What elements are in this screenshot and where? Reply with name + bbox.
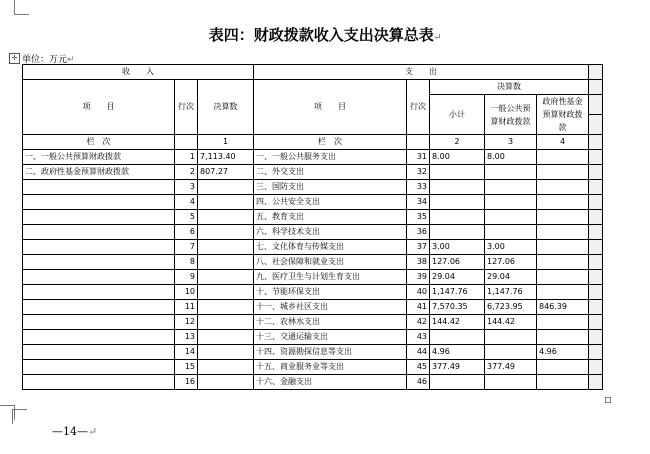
- expense-item-cell: 十、节能环保支出: [254, 285, 407, 300]
- income-amount-cell: [198, 240, 254, 255]
- income-line-cell: 13: [175, 330, 198, 345]
- expense-general-cell: 377.49: [485, 360, 537, 375]
- expense-line-header: 行次: [407, 80, 430, 135]
- row-end-cell: [589, 315, 603, 330]
- expense-fund-cell: [537, 375, 589, 390]
- gov-fund-header: 政府性基金预算财政拨款: [537, 95, 589, 135]
- expense-fund-cell: [537, 240, 589, 255]
- expense-fund-cell: [537, 360, 589, 375]
- income-line-cell: 11: [175, 300, 198, 315]
- row-end-cell: [589, 95, 603, 115]
- expense-fund-cell: 846.39: [537, 300, 589, 315]
- expense-line-cell: 43: [407, 330, 430, 345]
- income-amount-cell: [198, 255, 254, 270]
- income-line-cell: 9: [175, 270, 198, 285]
- table-row: [23, 150, 603, 165]
- expense-line-cell: 40: [407, 285, 430, 300]
- expense-item-cell: 十二、农林水支出: [254, 315, 407, 330]
- expense-subtotal-cell: 3.00: [430, 240, 485, 255]
- income-amount-cell: [198, 375, 254, 390]
- expense-item-header: 项 目: [254, 80, 407, 135]
- general-budget-header: 一般公共预算财政拨款: [485, 95, 537, 135]
- income-line-cell: 12: [175, 315, 198, 330]
- table-move-handle-icon[interactable]: ✛: [9, 53, 20, 64]
- row-end-cell: [589, 80, 603, 95]
- row-end-cell: [589, 225, 603, 240]
- income-item-cell: 二、政府性基金预算财政拨款: [23, 165, 175, 180]
- income-amount-header: 决算数: [198, 80, 254, 135]
- income-amount-cell: [198, 210, 254, 225]
- income-item-cell: [23, 255, 175, 270]
- table-row: [23, 180, 603, 195]
- expense-fund-cell: [537, 165, 589, 180]
- expense-line-cell: 39: [407, 270, 430, 285]
- expense-item-cell: 十六、金融支出: [254, 375, 407, 390]
- expense-item-cell: 十五、商业服务业等支出: [254, 360, 407, 375]
- row-end-cell: [589, 285, 603, 300]
- income-line-cell: 1: [175, 150, 198, 165]
- expense-subtotal-cell: 4.96: [430, 345, 485, 360]
- row-end-cell: [589, 345, 603, 360]
- table-resize-handle-icon[interactable]: [605, 397, 611, 403]
- income-amount-cell: [198, 270, 254, 285]
- expense-item-cell: 九、医疗卫生与计划生育支出: [254, 270, 407, 285]
- expense-item-cell: 三、国防支出: [254, 180, 407, 195]
- income-line-header: 行次: [175, 80, 198, 135]
- row-end-cell: [589, 330, 603, 345]
- income-amount-cell: [198, 345, 254, 360]
- expense-general-cell: [485, 180, 537, 195]
- expense-item-cell: 八、社会保障和就业支出: [254, 255, 407, 270]
- expense-subtotal-cell: [430, 165, 485, 180]
- expense-line-cell: 38: [407, 255, 430, 270]
- expense-general-cell: [485, 330, 537, 345]
- expense-subtotal-cell: 1,147.76: [430, 285, 485, 300]
- table-row: [23, 375, 603, 390]
- expense-subtotal-cell: [430, 375, 485, 390]
- expense-subtotal-cell: 127.06: [430, 255, 485, 270]
- corner-mark-bottom-left-2: [12, 409, 27, 424]
- table-row: [23, 300, 603, 315]
- expense-subtotal-cell: [430, 225, 485, 240]
- income-line-cell: 10: [175, 285, 198, 300]
- expense-general-cell: [485, 210, 537, 225]
- row-end-cell: [589, 135, 603, 150]
- expense-fund-cell: [537, 315, 589, 330]
- page-title: 表四：财政拨款收入支出决算总表↵: [208, 26, 442, 44]
- expense-line-cell: 44: [407, 345, 430, 360]
- expense-general-cell: [485, 375, 537, 390]
- row-end-cell: [589, 165, 603, 180]
- income-line-cell: 6: [175, 225, 198, 240]
- expense-subtotal-cell: 8.00: [430, 150, 485, 165]
- row-end-cell: [589, 240, 603, 255]
- income-amount-cell: [198, 330, 254, 345]
- table-row: [23, 285, 603, 300]
- income-item-cell: 一、一般公共预算财政拨款: [23, 150, 175, 165]
- expense-line-cell: 42: [407, 315, 430, 330]
- income-item-cell: [23, 180, 175, 195]
- expense-line-cell: 46: [407, 375, 430, 390]
- expense-item-cell: 四、公共安全支出: [254, 195, 407, 210]
- income-col-label: 栏 次: [23, 135, 175, 150]
- expense-general-cell: 1,147.76: [485, 285, 537, 300]
- table-row: [23, 315, 603, 330]
- expense-line-cell: 45: [407, 360, 430, 375]
- table-row: [23, 360, 603, 375]
- corner-mark-top-left: [14, 0, 29, 15]
- table-row: [23, 210, 603, 225]
- income-line-cell: 8: [175, 255, 198, 270]
- table-row: [23, 345, 603, 360]
- expense-item-cell: 十一、城乡社区支出: [254, 300, 407, 315]
- income-line-cell: 7: [175, 240, 198, 255]
- income-amount-cell: [198, 195, 254, 210]
- expense-subtotal-cell: 144.42: [430, 315, 485, 330]
- income-item-cell: [23, 225, 175, 240]
- page-number: —14—↵: [52, 425, 98, 438]
- expense-subtotal-cell: [430, 330, 485, 345]
- expense-subtotal-cell: [430, 180, 485, 195]
- expense-header: 支 出: [254, 65, 589, 80]
- expense-item-cell: 一、一般公共服务支出: [254, 150, 407, 165]
- table-row: [23, 330, 603, 345]
- expense-general-cell: 3.00: [485, 240, 537, 255]
- subtotal-header: 小计: [430, 95, 485, 135]
- income-item-header: 项 目: [23, 80, 175, 135]
- row-end-cell: [589, 300, 603, 315]
- expense-line-cell: 31: [407, 150, 430, 165]
- income-item-cell: [23, 270, 175, 285]
- expense-col4: 4: [537, 135, 589, 150]
- table-row: [23, 195, 603, 210]
- expense-fund-cell: [537, 225, 589, 240]
- row-end-cell: [589, 180, 603, 195]
- expense-line-cell: 37: [407, 240, 430, 255]
- row-end-cell: [589, 210, 603, 225]
- expense-general-cell: 8.00: [485, 150, 537, 165]
- income-header: 收 入: [23, 65, 254, 80]
- expense-general-cell: 144.42: [485, 315, 537, 330]
- expense-item-cell: 二、外交支出: [254, 165, 407, 180]
- income-amount-cell: 807.27: [198, 165, 254, 180]
- expense-fund-cell: [537, 150, 589, 165]
- expense-fund-cell: [537, 330, 589, 345]
- expense-col-label: 栏 次: [254, 135, 407, 150]
- income-line-cell: 4: [175, 195, 198, 210]
- budget-table: [22, 64, 603, 390]
- income-item-cell: [23, 240, 175, 255]
- row-end-cell: [589, 375, 603, 390]
- income-line-cell: 3: [175, 180, 198, 195]
- table-row: [23, 240, 603, 255]
- final-amount-header: 决算数: [430, 80, 589, 95]
- expense-line-cell: 34: [407, 195, 430, 210]
- income-item-cell: [23, 360, 175, 375]
- expense-line-cell: 35: [407, 210, 430, 225]
- expense-subtotal-cell: [430, 195, 485, 210]
- expense-fund-cell: [537, 270, 589, 285]
- row-end-cell: [589, 270, 603, 285]
- expense-fund-cell: [537, 195, 589, 210]
- income-item-cell: [23, 345, 175, 360]
- income-item-cell: [23, 195, 175, 210]
- income-item-cell: [23, 330, 175, 345]
- expense-item-cell: 六、科学技术支出: [254, 225, 407, 240]
- expense-line-cell: 33: [407, 180, 430, 195]
- income-item-cell: [23, 315, 175, 330]
- expense-fund-cell: [537, 285, 589, 300]
- income-line-cell: 15: [175, 360, 198, 375]
- income-line-cell: 5: [175, 210, 198, 225]
- income-item-cell: [23, 285, 175, 300]
- expense-fund-cell: [537, 210, 589, 225]
- expense-item-cell: 十三、交通运输支出: [254, 330, 407, 345]
- row-end-cell: [589, 195, 603, 210]
- income-item-cell: [23, 300, 175, 315]
- expense-subtotal-cell: [430, 210, 485, 225]
- row-end-cell: [589, 255, 603, 270]
- expense-item-cell: 十四、资源勘探信息等支出: [254, 345, 407, 360]
- expense-fund-cell: 4.96: [537, 345, 589, 360]
- table-row: [23, 255, 603, 270]
- income-amount-cell: [198, 315, 254, 330]
- expense-col3: 3: [485, 135, 537, 150]
- income-item-cell: [23, 210, 175, 225]
- expense-general-cell: [485, 225, 537, 240]
- expense-general-cell: [485, 165, 537, 180]
- income-amount-cell: [198, 360, 254, 375]
- income-amount-cell: [198, 300, 254, 315]
- expense-subtotal-cell: 377.49: [430, 360, 485, 375]
- expense-general-cell: [485, 195, 537, 210]
- expense-line-blank: [407, 135, 430, 150]
- row-end-cell: [589, 150, 603, 165]
- income-amount-cell: 7,113.40: [198, 150, 254, 165]
- expense-subtotal-cell: 7,570.35: [430, 300, 485, 315]
- expense-line-cell: 32: [407, 165, 430, 180]
- income-amount-cell: [198, 180, 254, 195]
- expense-general-cell: 127.06: [485, 255, 537, 270]
- expense-general-cell: 6,723.95: [485, 300, 537, 315]
- expense-col2: 2: [430, 135, 485, 150]
- income-amount-cell: [198, 285, 254, 300]
- expense-line-cell: 41: [407, 300, 430, 315]
- income-line-cell: 16: [175, 375, 198, 390]
- table-row: [23, 225, 603, 240]
- income-amount-cell: [198, 225, 254, 240]
- expense-fund-cell: [537, 255, 589, 270]
- expense-subtotal-cell: 29.04: [430, 270, 485, 285]
- income-line-blank: [175, 135, 198, 150]
- income-col1: 1: [198, 135, 254, 150]
- row-end-cell: [589, 115, 603, 135]
- income-line-cell: 2: [175, 165, 198, 180]
- income-item-cell: [23, 375, 175, 390]
- expense-item-cell: 五、教育支出: [254, 210, 407, 225]
- table-row: [23, 165, 603, 180]
- expense-general-cell: 29.04: [485, 270, 537, 285]
- expense-general-cell: [485, 345, 537, 360]
- expense-line-cell: 36: [407, 225, 430, 240]
- table-row: [23, 270, 603, 285]
- expense-fund-cell: [537, 180, 589, 195]
- expense-item-cell: 七、文化体育与传媒支出: [254, 240, 407, 255]
- row-end-cell: [589, 65, 603, 80]
- row-end-cell: [589, 360, 603, 375]
- income-line-cell: 14: [175, 345, 198, 360]
- unit-label: 单位：万元↵: [22, 55, 75, 65]
